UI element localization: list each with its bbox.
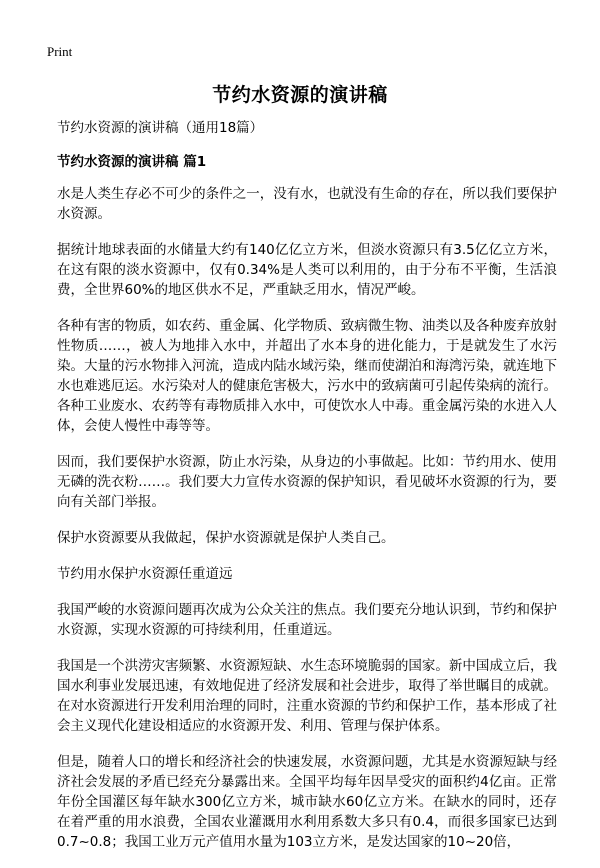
paragraph: 保护水资源要从我做起，保护水资源就是保护人类自己。	[57, 530, 395, 546]
paragraph: 据统计地球表面的水储量大约有140亿亿立方米，但淡水资源只有3.5亿亿立方米，在这有限的淡水资源中，仅有0.34%是人类可以利用的，由于分布不平衡，生活浪费，全世界60%的地区供水不足，严重缺乏用水，情况严峻。	[57, 242, 557, 298]
paragraph: 各种有害的物质，如农药、重金属、化学物质、致病微生物、油类以及各种废弃放射性物质……，被人为地排入水中，并超出了水本身的进化能力，于是就发生了水污染。大量的污水物排入河流，造成内陆水域污染，继而使湖泊和海湾污染，就连地下水也难逃厄运。水污染对人的健康危害极大，污水中的致病菌可引起传染病的流行。各种工业废水、农药等有毒物质排入水中，可使饮水人中毒。重金属污染的水进入人体，会使人慢性中毒等等。	[57, 318, 557, 434]
paragraph: 我国是一个洪涝灾害频繁、水资源短缺、水生态环境脆弱的国家。新中国成立后，我国水利事业发展迅速，有效地促进了经济发展和社会进步，取得了举世瞩目的成就。在对水资源进行开发利用治理的同时，注重水资源的节约和保护工作，基本形成了社会主义现代化建设相适应的水资源开发、利用、管理与保护体系。	[57, 658, 557, 734]
paragraph: 因而，我们要保护水资源，防止水污染，从身边的小事做起。比如：节约用水、使用无磷的洗衣粉……。我们要大力宣传水资源的保护知识，看见破坏水资源的行为，要向有关部门举报。	[57, 454, 557, 510]
section-heading: 节约水资源的演讲稿 篇1	[57, 154, 207, 170]
document-title: 节约水资源的演讲稿	[212, 84, 388, 106]
document-body	[57, 118, 557, 868]
print-link[interactable]: Print	[47, 44, 73, 59]
paragraph: 我国严峻的水资源问题再次成为公众关注的焦点。我们要充分地认识到，节约和保护水资源，实现水资源的可持续利用，任重道远。	[57, 602, 557, 638]
paragraph: 但是，随着人口的增长和经济社会的快速发展，水资源问题，尤其是水资源短缺与经济社会发展的矛盾已经充分暴露出来。全国平均每年因旱受灾的面积约4亿亩。正常年份全国灌区每年缺水300亿立方米，城市缺水60亿立方米。在缺水的同时，还存在着严重的用水浪费，全国农业灌溉用水利用系数大多只有0.4，而很多国家已达到0.7~0.8；我国工业万元产值用水量为103立方米，是发达国家的10~20倍，	[57, 754, 557, 850]
paragraph: 水是人类生存必不可少的条件之一，没有水，也就没有生命的存在，所以我们要保护水资源。	[57, 186, 557, 222]
document-subtitle: 节约水资源的演讲稿（通用18篇）	[57, 120, 264, 136]
paragraph-subheading: 节约用水保护水资源任重道远	[57, 566, 233, 582]
